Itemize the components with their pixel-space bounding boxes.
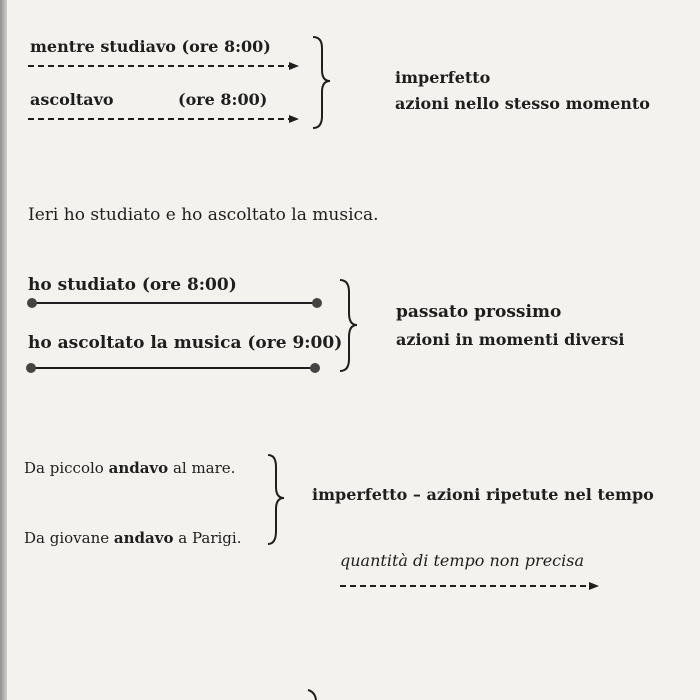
example-sentence: Ieri ho studiato e ho ascoltato la musica. [28, 205, 379, 225]
imperfetto-description: azioni nello stesso momento [395, 94, 650, 113]
imperfetto-line2-verb: ascoltavo [30, 90, 114, 109]
passato-tense-label: passato prossimo [396, 302, 562, 322]
brace-3 [268, 455, 284, 544]
segment1-end-dot [312, 298, 322, 308]
imperfetto-tense-label: imperfetto [395, 68, 491, 87]
imperfetto-line2-time: (ore 8:00) [178, 90, 268, 109]
passato-line1-text: ho studiato (ore 8:00) [28, 275, 237, 295]
repeated-actions-label: imperfetto – azioni ripetute nel tempo [312, 485, 654, 504]
brace-2 [340, 280, 357, 371]
example1-verb: andavo [108, 459, 169, 477]
passato-description: azioni in momenti diversi [396, 330, 625, 349]
example1-prefix: Da piccolo [24, 459, 104, 477]
imprecise-time-note: quantità di tempo non precisa [340, 551, 584, 570]
example1-suffix: al mare. [172, 459, 236, 477]
segment1-start-dot [27, 298, 37, 308]
passato-line2-text: ho ascoltato la musica (ore 9:00) [28, 333, 343, 353]
brace-1 [313, 37, 330, 128]
segment2-start-dot [26, 363, 36, 373]
example2-verb: andavo [113, 529, 174, 547]
example2-suffix: a Parigi. [178, 529, 242, 547]
segment2-end-dot [310, 363, 320, 373]
partial-brace-bottom [308, 690, 316, 700]
example2-prefix: Da giovane [24, 529, 110, 547]
imperfetto-line1-text: mentre studiavo (ore 8:00) [30, 37, 271, 56]
